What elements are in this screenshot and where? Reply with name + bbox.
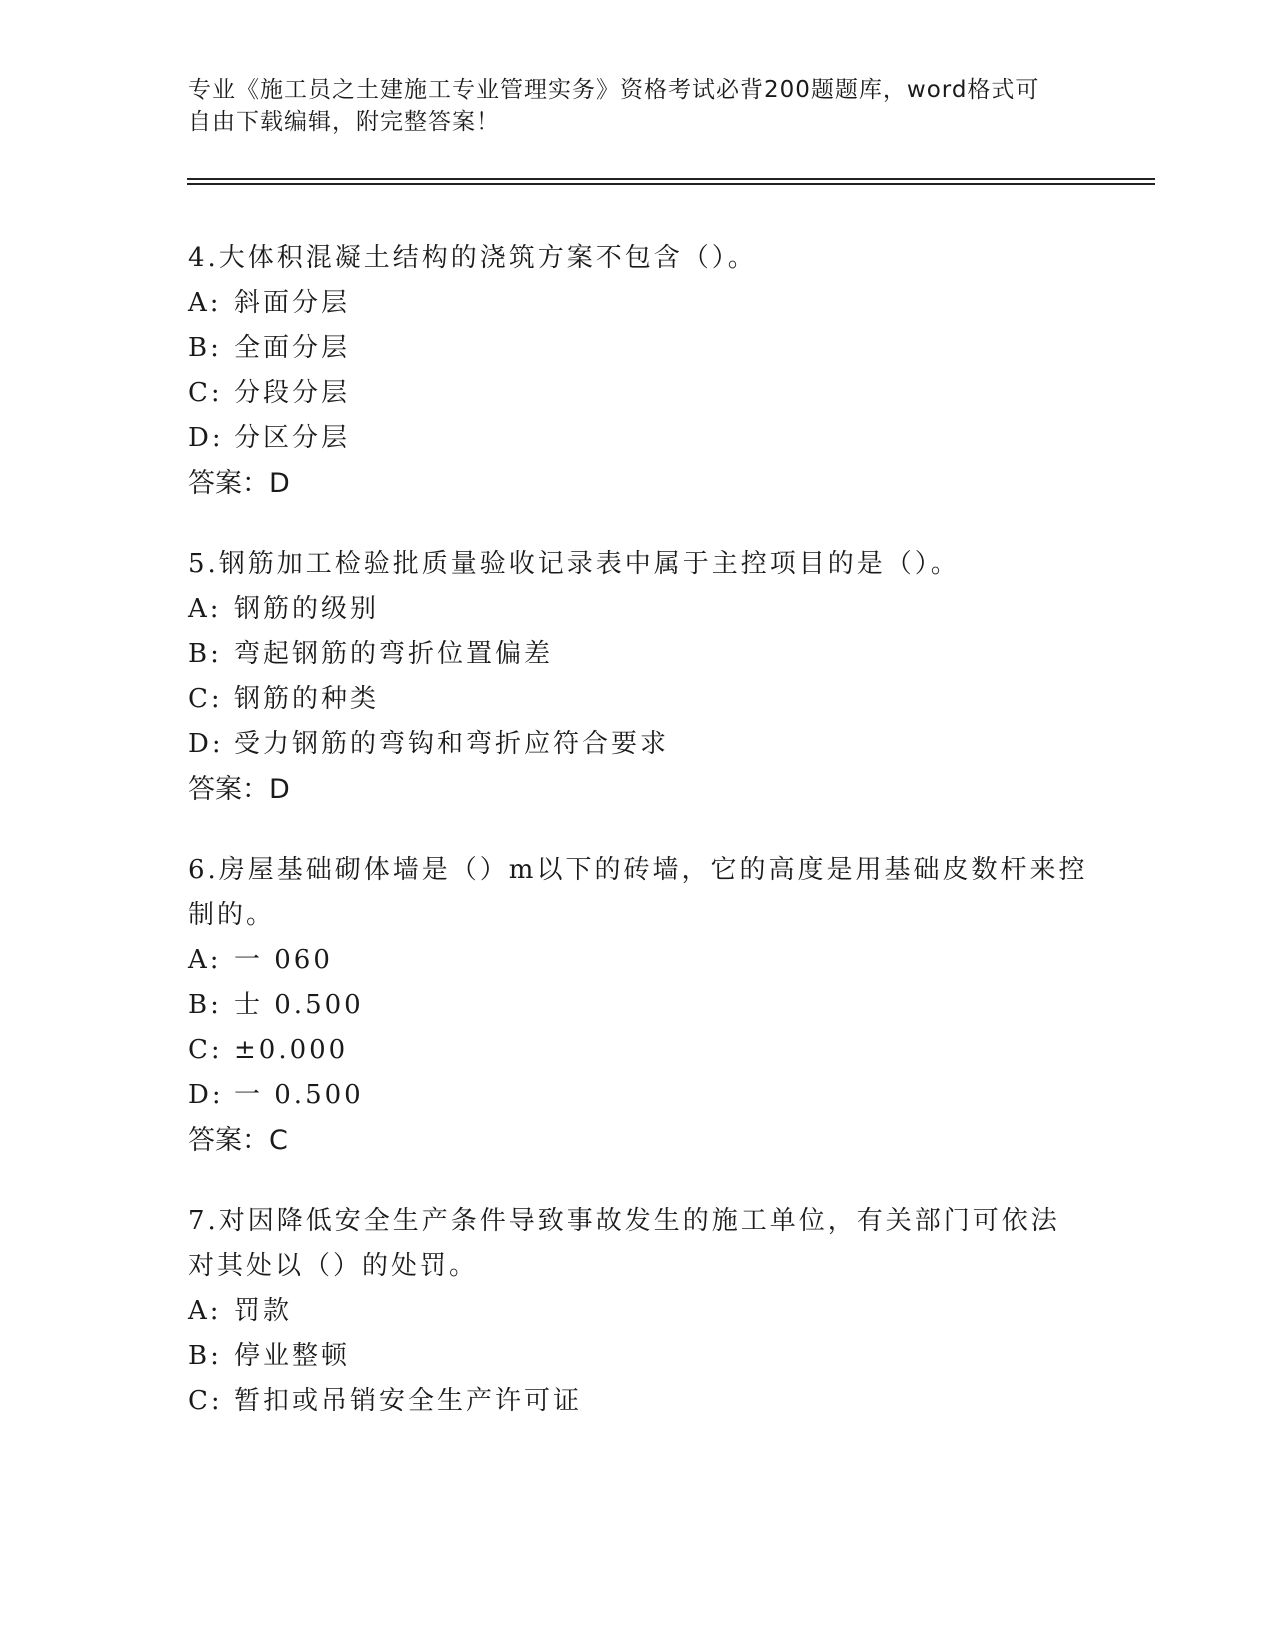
option-a: [188, 587, 1088, 632]
question-7: [188, 1199, 1088, 1424]
question-5: [188, 542, 1088, 812]
option-text: ±0.000: [234, 1035, 349, 1065]
question-list: [188, 236, 1088, 1460]
option-c: [188, 1028, 1088, 1073]
question-stem: 7.对因降低安全生产条件导致事故发生的施工单位，有关部门可依法对其处以（）的处罚。: [188, 1206, 1060, 1281]
answer: 答案：D: [188, 774, 290, 805]
option-text: 分区分层: [234, 423, 351, 453]
option-c: [188, 371, 1088, 416]
option-key: B:: [188, 333, 222, 363]
option-text: 钢筋的级别: [234, 594, 380, 624]
option-c: [188, 1379, 1088, 1424]
option-a: [188, 281, 1088, 326]
question-6: [188, 848, 1088, 1163]
option-text: 一 060: [234, 945, 333, 975]
question-stem: 4.大体积混凝土结构的浇筑方案不包含（）。: [188, 243, 757, 273]
option-b: [188, 326, 1088, 371]
option-key: A:: [188, 1296, 222, 1326]
option-text: 停业整顿: [234, 1341, 351, 1371]
option-b: [188, 1334, 1088, 1379]
option-key: C:: [188, 684, 223, 714]
option-b: [188, 983, 1088, 1028]
option-d: [188, 722, 1088, 767]
option-key: A:: [188, 945, 222, 975]
option-a: [188, 938, 1088, 983]
option-text: 斜面分层: [234, 288, 351, 318]
option-key: C:: [188, 1035, 223, 1065]
option-text: 弯起钢筋的弯折位置偏差: [234, 639, 554, 669]
header-line-2: 自由下载编辑，附完整答案！: [188, 109, 500, 135]
header-divider-top: [187, 178, 1155, 180]
option-text: 分段分层: [234, 378, 351, 408]
header-line-1: 专业《施工员之土建施工专业管理实务》资格考试必背200题题库，word格式可: [188, 77, 1040, 103]
option-key: B:: [188, 990, 222, 1020]
answer: 答案：D: [188, 468, 290, 499]
option-text: 受力钢筋的弯钩和弯折应符合要求: [234, 729, 670, 759]
answer: 答案：C: [188, 1125, 288, 1156]
option-key: D:: [188, 729, 224, 759]
question-stem: 5.钢筋加工检验批质量验收记录表中属于主控项目的是（）。: [188, 549, 960, 579]
option-text: 暂扣或吊销安全生产许可证: [234, 1386, 583, 1416]
question-4: [188, 236, 1088, 506]
option-b: [188, 632, 1088, 677]
option-key: C:: [188, 1386, 223, 1416]
option-text: 钢筋的种类: [234, 684, 380, 714]
header-divider-bottom: [187, 183, 1155, 185]
option-key: A:: [188, 288, 222, 318]
option-key: B:: [188, 639, 222, 669]
document-header: [188, 74, 1078, 138]
option-d: [188, 1073, 1088, 1118]
option-key: C:: [188, 378, 223, 408]
question-stem: 6.房屋基础砌体墙是（）m以下的砖墙，它的高度是用基础皮数杆来控制的。: [188, 855, 1088, 930]
option-key: D:: [188, 423, 224, 453]
option-text: 罚款: [234, 1296, 293, 1326]
option-text: 士 0.500: [234, 990, 364, 1020]
option-a: [188, 1289, 1088, 1334]
option-text: 全面分层: [234, 333, 351, 363]
option-text: 一 0.500: [234, 1080, 364, 1110]
option-key: D:: [188, 1080, 224, 1110]
option-d: [188, 416, 1088, 461]
option-c: [188, 677, 1088, 722]
option-key: A:: [188, 594, 222, 624]
option-key: B:: [188, 1341, 222, 1371]
